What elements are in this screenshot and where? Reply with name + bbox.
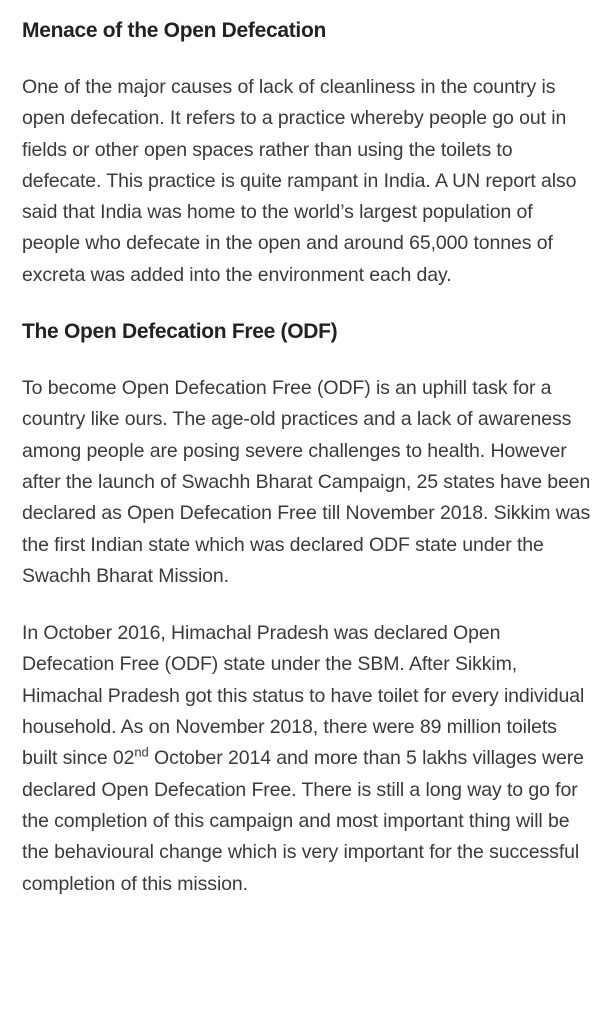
section-heading-odf: The Open Defecation Free (ODF) bbox=[22, 320, 338, 344]
paragraph-text-after-superscript: October 2014 and more than 5 lakhs villages were declared Open Defecation Free. There is still a long way to go for the completion of this campaign and most important thing will be the behavioural change which is very important for the successful completion of this mission. bbox=[22, 747, 584, 895]
paragraph-open-defecation: One of the major causes of lack of cleanliness in the country is open defecation. It refers to a practice whereby people go out in fields or other open spaces rather than using the toilets to defecate. This practice is quite rampant in India. A UN report also said that India was home to the world’s largest population of people who defecate in the open and around 65,000 tonnes of excreta was added into the environment each day. bbox=[22, 76, 577, 286]
paragraph-text-before-superscript: In October 2016, Himachal Pradesh was declared Open Defecation Free (ODF) state under the SBM. After Sikkim, Himachal Pradesh got this status to have toilet for every individual household. As on November 2018, there were 89 million toilets built since 02 bbox=[22, 622, 585, 770]
ordinal-superscript: nd bbox=[134, 744, 149, 760]
section-heading-menace: Menace of the Open Defecation bbox=[22, 19, 327, 42]
paragraph-himachal-pradesh bbox=[22, 618, 594, 900]
paragraph-odf-task: To become Open Defecation Free (ODF) is an uphill task for a country like ours. The age-old practices and a lack of awareness among people are posing severe challenges to health. However after the launch of Swachh Bharat Campaign, 25 states have been declared as Open Defecation Free till November 2018. Sikkim was the first Indian state which was declared ODF state under the Swachh Bharat Mission. bbox=[22, 377, 591, 587]
